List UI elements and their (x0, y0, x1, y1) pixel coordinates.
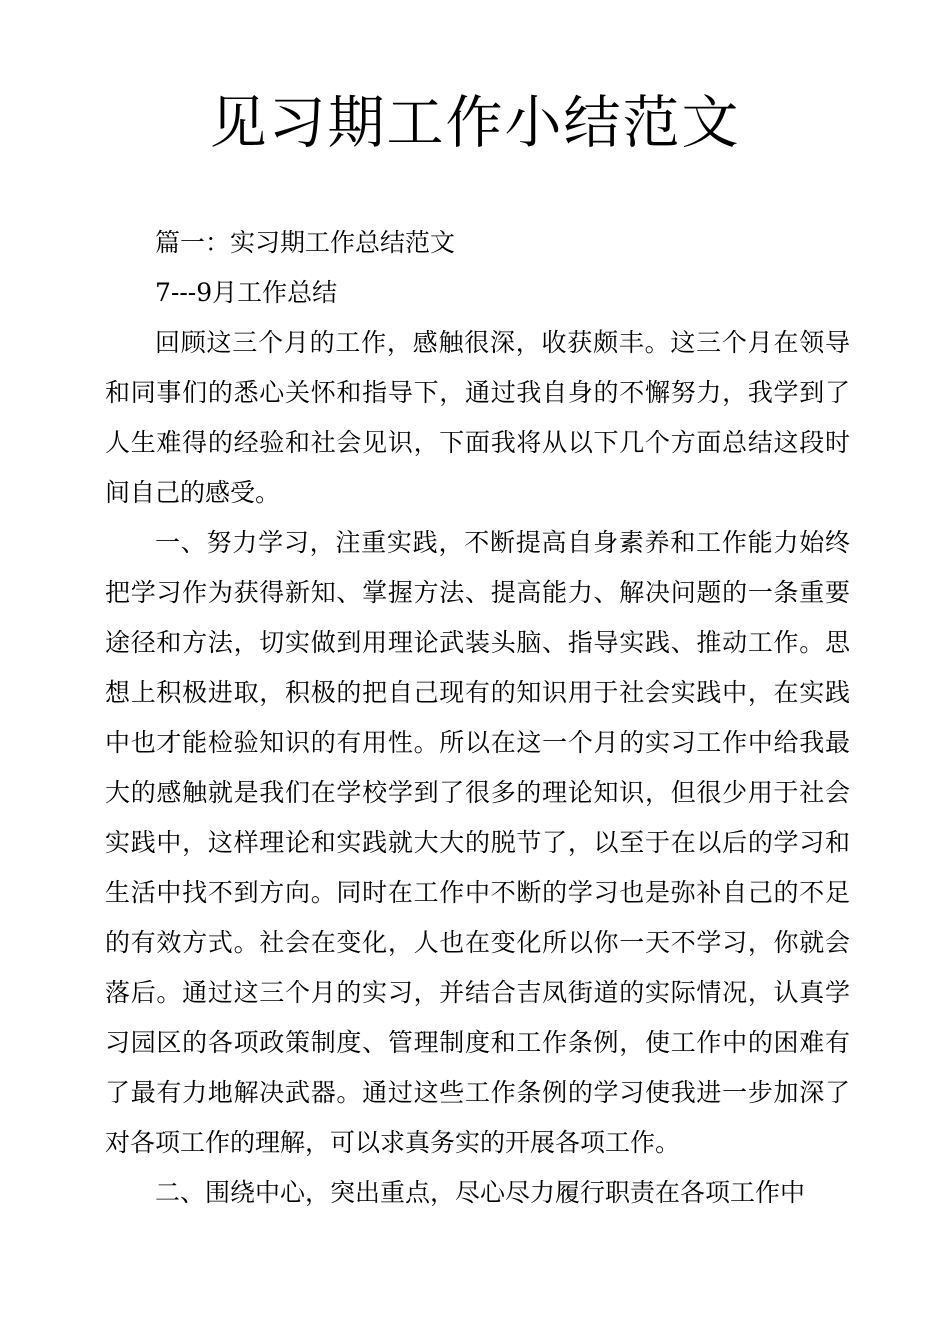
paragraph-review: 回顾这三个月的工作，感触很深，收获颇丰。这三个月在领导和同事们的悉心关怀和指导下，通过我自身的不懈努力，我学到了人生难得的经验和社会见识，下面我将从以下几个方面总结这段时间自己的感受。 (105, 328, 850, 507)
paragraph-period-heading: 7---9月工作总结 (155, 278, 338, 307)
paragraph-heading-part-one: 篇一：实习期工作总结范文 (155, 228, 456, 257)
document-title: 见习期工作小结范文 (209, 90, 741, 156)
paragraph-section-one: 一、努力学习，注重实践，不断提高自身素养和工作能力始终把学习作为获得新知、掌握方法、提高能力、解决问题的一条重要途径和方法，切实做到用理论武装头脑、指导实践、推动工作。思想上积极进取，积极的把自己现有的知识用于社会实践中，在实践中也才能检验知识的有用性。所以在这一个月的实习工作中给我最大的感触就是我们在学校学到了很多的理论知识，但很少用于社会实践中，这样理论和实践就大大的脱节了，以至于在以后的学习和生活中找不到方向。同时在工作中不断的学习也是弥补自己的不足的有效方式。社会在变化，人也在变化所以你一天不学习，你就会落后。通过这三个月的实习，并结合吉凤街道的实际情况，认真学习园区的各项政策制度、管理制度和工作条例，使工作中的困难有了最有力地解决武器。通过这些工作条例的学习使我进一步加深了对各项工作的理解，可以求真务实的开展各项工作。 (105, 528, 850, 1157)
paragraph-section-two: 二、围绕中心，突出重点，尽心尽力履行职责在各项工作中 (155, 1178, 806, 1207)
document-body (105, 218, 850, 1218)
